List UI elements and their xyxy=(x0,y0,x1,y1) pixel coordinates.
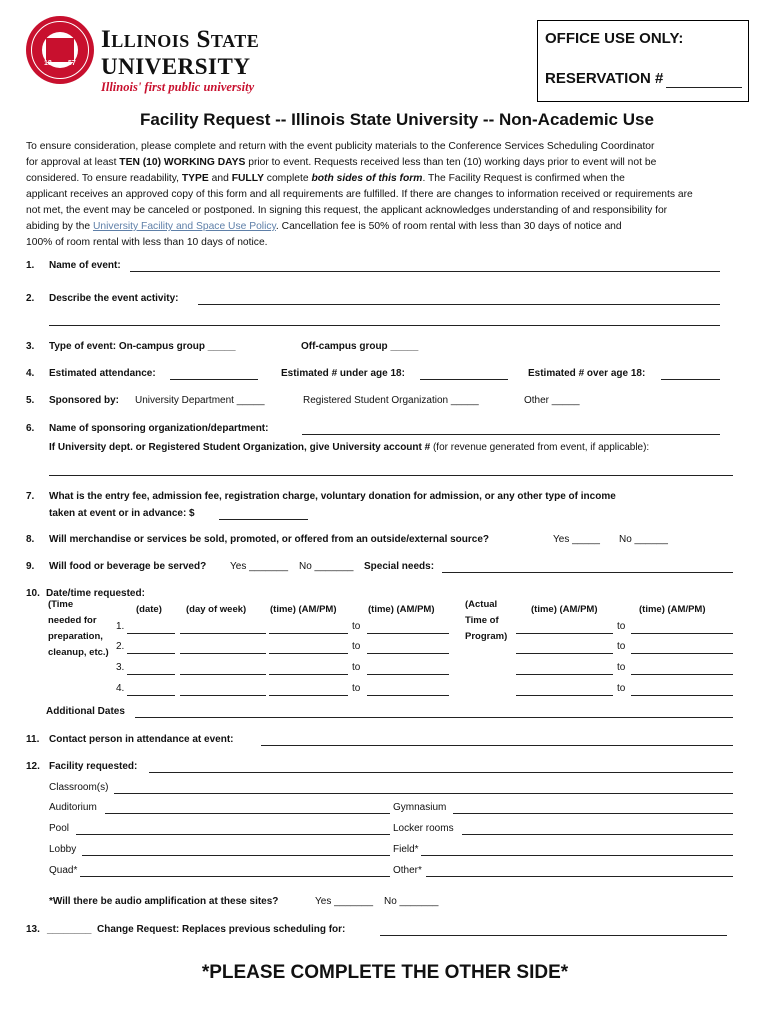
auditorium-field[interactable] xyxy=(105,813,390,814)
classrooms-field[interactable] xyxy=(114,793,733,794)
seal-year-right: 57 xyxy=(68,60,76,67)
q13-blank[interactable]: ________ xyxy=(47,924,92,935)
q10-side-left-3: preparation, xyxy=(48,631,103,642)
locker-rooms-label: Locker rooms xyxy=(393,823,454,834)
q5-label: Sponsored by: xyxy=(49,395,120,406)
q1-label: Name of event: xyxy=(49,260,121,271)
to-label: to xyxy=(617,683,626,694)
to-label: to xyxy=(617,641,626,652)
q2-number: 2. xyxy=(26,293,35,304)
q6-number: 6. xyxy=(26,423,35,434)
q10-side-right-1: (Actual xyxy=(465,599,498,610)
end-time-field[interactable] xyxy=(367,674,449,675)
office-use-box xyxy=(537,20,749,102)
policy-link[interactable]: University Facility and Space Use Policy xyxy=(92,221,276,232)
q5-option-university[interactable]: University Department _____ xyxy=(135,395,265,406)
q4-under18: Estimated # under age 18: xyxy=(281,368,405,379)
date-field[interactable] xyxy=(127,674,175,675)
entry-fee-field[interactable] xyxy=(219,519,308,520)
q13-label: Change Request: Replaces previous scheduling for: xyxy=(97,924,346,935)
intro-paragraph: To ensure consideration, please complete and return with the event publicity materials to the Conference Services Scheduling Coordinator for approval at least TEN (10) WORKING DAYS prior to event. Requests received less than ten (10) working days prior to event will not be considered. To ensure readability, TYPE and FULLY complete both sides of this form. The Facility Request is confirmed when the applicant receives an approved copy of this form and all requirements are fulfilled. If there are changes to information received or requirements are not met, the event may be canceled or postponed. In signing this request, the applicant acknowledges understanding of and responsibility for abiding by the University Facility and Space Use Policy. Cancellation fee is 50% of room rental with less than 30 days of notice and 100% of room rental with less than 10 days of notice. xyxy=(26,141,693,248)
gymnasium-field[interactable] xyxy=(453,813,733,814)
special-needs-field[interactable] xyxy=(442,572,733,573)
q10-side-right-3: Program) xyxy=(465,631,508,642)
reservation-label: RESERVATION # xyxy=(545,70,664,87)
q3-on-campus: Type of event: On-campus group _____ xyxy=(49,341,236,352)
start-time-field[interactable] xyxy=(269,653,348,654)
contact-person-field[interactable] xyxy=(261,745,733,746)
q10-col-time-2: (time) (AM/PM) xyxy=(368,604,435,615)
over18-field[interactable] xyxy=(661,379,720,380)
q10-side-left-2: needed for xyxy=(48,615,97,626)
q5-option-rso[interactable]: Registered Student Organization _____ xyxy=(303,395,479,406)
q4-number: 4. xyxy=(26,368,35,379)
q10-row-number: 3. xyxy=(116,662,125,673)
program-end-field[interactable] xyxy=(631,674,733,675)
program-end-field[interactable] xyxy=(631,695,733,696)
audio-yes[interactable]: Yes _______ xyxy=(315,896,374,907)
start-time-field[interactable] xyxy=(269,633,348,634)
day-field[interactable] xyxy=(180,695,266,696)
q1-number: 1. xyxy=(26,260,35,271)
q7-number: 7. xyxy=(26,491,35,502)
q8-no[interactable]: No ______ xyxy=(619,534,668,545)
q10-side-left-1: (Time xyxy=(48,599,74,610)
account-number-field[interactable] xyxy=(49,475,733,476)
auditorium-label: Auditorium xyxy=(49,802,97,813)
gymnasium-label: Gymnasium xyxy=(393,802,447,813)
q9-number: 9. xyxy=(26,561,35,572)
q12-number: 12. xyxy=(26,761,40,772)
program-end-field[interactable] xyxy=(631,653,733,654)
complete-other-side-notice: *PLEASE COMPLETE THE OTHER SIDE* xyxy=(201,962,569,983)
end-time-field[interactable] xyxy=(367,633,449,634)
q8-yes[interactable]: Yes _____ xyxy=(553,534,600,545)
q9-yes[interactable]: Yes _______ xyxy=(230,561,289,572)
q10-col-date: (date) xyxy=(136,604,162,615)
q10-row-number: 1. xyxy=(116,621,125,632)
day-field[interactable] xyxy=(180,653,266,654)
q10-col-time-1: (time) (AM/PM) xyxy=(270,604,337,615)
q2-label: Describe the event activity: xyxy=(49,293,179,304)
q10-row-number: 2. xyxy=(116,641,125,652)
additional-dates-field[interactable] xyxy=(135,717,733,718)
previous-scheduling-field[interactable] xyxy=(380,935,727,936)
attendance-field[interactable] xyxy=(170,379,258,380)
other-field[interactable] xyxy=(426,876,733,877)
seal-year-left: 18 xyxy=(44,60,52,67)
event-name-field[interactable] xyxy=(130,271,720,272)
event-description-field-2[interactable] xyxy=(49,325,720,326)
to-label: to xyxy=(352,683,361,694)
other-label: Other* xyxy=(393,865,422,876)
program-start-field[interactable] xyxy=(516,633,613,634)
q5-option-other[interactable]: Other _____ xyxy=(524,395,580,406)
office-use-label: OFFICE USE ONLY: xyxy=(545,30,684,47)
q13-number: 13. xyxy=(26,924,40,935)
q9-no[interactable]: No _______ xyxy=(299,561,354,572)
field-field[interactable] xyxy=(421,855,733,856)
start-time-field[interactable] xyxy=(269,695,348,696)
program-end-field[interactable] xyxy=(631,633,733,634)
facility-requested-field[interactable] xyxy=(149,772,733,773)
quad-label: Quad* xyxy=(49,865,78,876)
q5-number: 5. xyxy=(26,395,35,406)
q10-col-time-3: (time) (AM/PM) xyxy=(531,604,598,615)
university-name-line1: Illinois State xyxy=(101,26,260,53)
q4-over18: Estimated # over age 18: xyxy=(528,368,646,379)
audio-no[interactable]: No _______ xyxy=(384,896,439,907)
day-field[interactable] xyxy=(180,674,266,675)
program-start-field[interactable] xyxy=(516,695,613,696)
q4-label: Estimated attendance: xyxy=(49,368,156,379)
q11-label: Contact person in attendance at event: xyxy=(49,734,234,745)
program-start-field[interactable] xyxy=(516,674,613,675)
day-field[interactable] xyxy=(180,633,266,634)
program-start-field[interactable] xyxy=(516,653,613,654)
audio-amplification-label: *Will there be audio amplification at these sites? xyxy=(49,896,279,907)
q3-number: 3. xyxy=(26,341,35,352)
q6-account-note: If University dept. or Registered Student Organization, give University account # (for revenue generated from event, if applicable): xyxy=(49,442,650,453)
q10-label: Date/time requested: xyxy=(46,588,145,599)
date-field[interactable] xyxy=(127,633,175,634)
classrooms-label: Classroom(s) xyxy=(49,782,109,793)
q3-off-campus: Off-campus group _____ xyxy=(301,341,419,352)
end-time-field[interactable] xyxy=(367,653,449,654)
q10-number: 10. xyxy=(26,588,40,599)
q9-label: Will food or beverage be served? xyxy=(49,561,207,572)
form-title: Facility Request -- Illinois State University -- Non-Academic Use xyxy=(140,110,654,129)
q11-number: 11. xyxy=(26,734,40,745)
sponsor-name-field[interactable] xyxy=(302,434,720,435)
q10-row-number: 4. xyxy=(116,683,125,694)
q6-label: Name of sponsoring organization/department: xyxy=(49,423,269,434)
q12-label: Facility requested: xyxy=(49,761,138,772)
end-time-field[interactable] xyxy=(367,695,449,696)
university-seal xyxy=(26,16,94,84)
to-label: to xyxy=(352,662,361,673)
lobby-label: Lobby xyxy=(49,844,77,855)
q10-col-time-4: (time) (AM/PM) xyxy=(639,604,706,615)
locker-rooms-field[interactable] xyxy=(462,834,733,835)
q8-label: Will merchandise or services be sold, promoted, or offered from an outside/external source? xyxy=(49,534,490,545)
q8-number: 8. xyxy=(26,534,35,545)
to-label: to xyxy=(352,621,361,632)
additional-dates-label: Additional Dates xyxy=(46,706,125,717)
event-description-field[interactable] xyxy=(198,304,720,305)
field-label: Field* xyxy=(393,844,419,855)
date-field[interactable] xyxy=(127,695,175,696)
q10-side-left-4: cleanup, etc.) xyxy=(48,647,109,658)
q7-label-2: taken at event or in advance: $ xyxy=(49,508,195,519)
q10-col-day-of-week: (day of week) xyxy=(186,604,247,615)
date-field[interactable] xyxy=(127,653,175,654)
pool-field[interactable] xyxy=(76,834,390,835)
to-label: to xyxy=(617,621,626,632)
lobby-field[interactable] xyxy=(82,855,390,856)
q10-side-right-2: Time of xyxy=(465,615,499,626)
reservation-field[interactable] xyxy=(666,87,742,88)
to-label: to xyxy=(617,662,626,673)
q7-label: What is the entry fee, admission fee, registration charge, voluntary donation for admission, or any other type of income xyxy=(49,491,616,502)
start-time-field[interactable] xyxy=(269,674,348,675)
quad-field[interactable] xyxy=(80,876,390,877)
university-tagline: Illinois' first public university xyxy=(101,80,255,94)
to-label: to xyxy=(352,641,361,652)
under18-field[interactable] xyxy=(420,379,508,380)
university-name-line2: UNIVERSITY xyxy=(101,54,251,79)
q9-special-needs: Special needs: xyxy=(364,561,435,572)
pool-label: Pool xyxy=(49,823,70,834)
